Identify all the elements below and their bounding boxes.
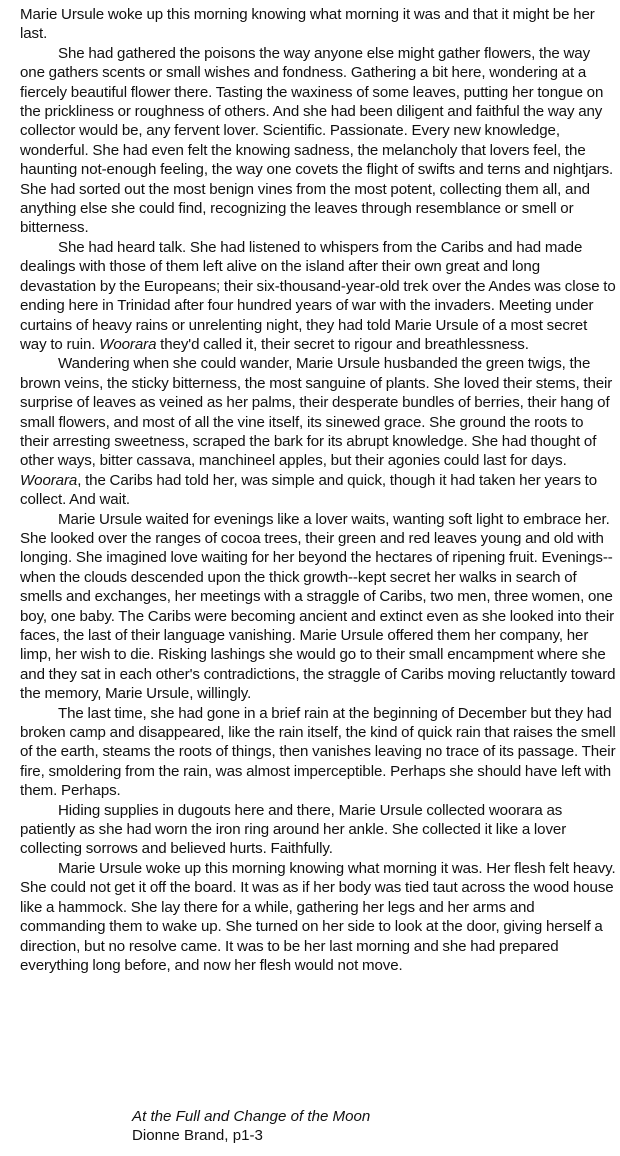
citation-author: Dionne Brand, p1-3 [132, 1127, 263, 1145]
paragraph-text: Wandering when she could wander, Marie Ursule husbanded the green twigs, the brown veins, the sticky bitterness, the most sanguine of plants. She loved their stems, their surprise of leaves as veined as her palms, their desperate bundles of berries, their hang of small flowers, and most of all the vine itself, its sinewed grace. She ground the roots to their arresting sweetness, scraped the bark for its abrupt knowledge. She had thought of other ways, bitter cassava, manchineel apples, but their agonies could last for days. [20, 355, 613, 470]
paragraph-1 [20, 5, 616, 44]
paragraph-8 [20, 859, 616, 975]
citation [132, 1107, 370, 1146]
paragraph-text: they'd called it, their secret to rigour and breathlessness. [156, 335, 529, 353]
paragraph-text: Marie Ursule woke up this morning knowing what morning it was. Her flesh felt heavy. She could not get it off the board. It was as if her body was tied taut across the wood house like a hammock. She lay there for a while, gathering her legs and her arms and commanding them to wake up. She turned on her side to look at the door, giving herself a direction, but no resolve came. It was to be her last morning and she had prepared everything long before, and now her flesh would not move. [20, 859, 616, 974]
paragraph-6 [20, 704, 616, 801]
paragraph-text: She had gathered the poisons the way anyone else might gather flowers, the way one gathers scents or small wishes and fondness. Gathering a bit here, wondering at a fiercely beautiful flower there. Tasting the waxiness of some leaves, putting her tongue on the prickliness or roughness of others. And she had been diligent and faithful the way any collector would be, any fervent lover. Scientific. Passionate. Every new knowledge, wonderful. She had even felt the knowing sadness, the melancholy that lovers feel, the haunting not-enough feeling, the way one covets the flight of swifts and terns and nightjars. She had sorted out the most benign vines from the most potent, collecting them all, and anything else she could find, recognizing the leaves through resemblance or smell or bitterness. [20, 44, 614, 237]
paragraph-2 [20, 44, 616, 238]
italic-term: Woorara [99, 335, 157, 353]
excerpt-body [20, 5, 616, 975]
paragraph-text: Marie Ursule woke up this morning knowing what morning it was and that it might be her last. [20, 6, 595, 43]
paragraph-7 [20, 801, 616, 859]
italic-term: Woorara [20, 471, 78, 489]
paragraph-text: She had heard talk. She had listened to whispers from the Caribs and had made dealings with those of them left alive on the island after their own great and long devastation by the Europeans; their six-thousand-year-old trek over the Andes was close to ending here in Trinidad after four hundred years of war with the invaders. Meeting under curtains of heavy rains or unrelenting night, they had told Marie Ursule of a most secret way to ruin. [20, 238, 616, 353]
paragraph-text: Marie Ursule waited for evenings like a lover waits, wanting soft light to embrace her. She looked over the ranges of cocoa trees, their green and red leaves young and old with longing. She imagined love waiting for her beyond the hectares of ripening fruit. Evenings--when the clouds descended upon the thick growth--kept secret her walks in search of smells and exchanges, her meetings with a straggle of Caribs, two men, three women, one boy, one baby. The Caribs were becoming ancient and extinct even as she looked into their faces, the last of their language vanishing. Marie Ursule offered them her company, her limp, her wish to die. Risking lashings she would go to their small encampment where she and they sat in each other's contradictions, the straggle of Caribs moving reluctantly toward the memory, Marie Ursule, willingly. [20, 510, 616, 703]
paragraph-text: Hiding supplies in dugouts here and there, Marie Ursule collected woorara as patiently as she had worn the iron ring around her ankle. She collected it like a lover collecting sorrows and believed hurts. Faithfully. [20, 801, 567, 858]
paragraph-3 [20, 238, 616, 354]
paragraph-text: The last time, she had gone in a brief rain at the beginning of December but they had broken camp and disappeared, like the rain itself, the kind of quick rain that raises the smell of the earth, steams the roots of things, then vanishes leaving no trace of its passage. Their fire, smoldering from the rain, was almost imperceptible. Perhaps she should have left with them. Perhaps. [20, 704, 616, 800]
paragraph-5 [20, 510, 616, 704]
paragraph-text: , the Caribs had told her, was simple and quick, though it had taken her years to collect. And wait. [20, 471, 598, 509]
citation-book-title: At the Full and Change of the Moon [132, 1108, 371, 1125]
paragraph-4 [20, 354, 616, 509]
